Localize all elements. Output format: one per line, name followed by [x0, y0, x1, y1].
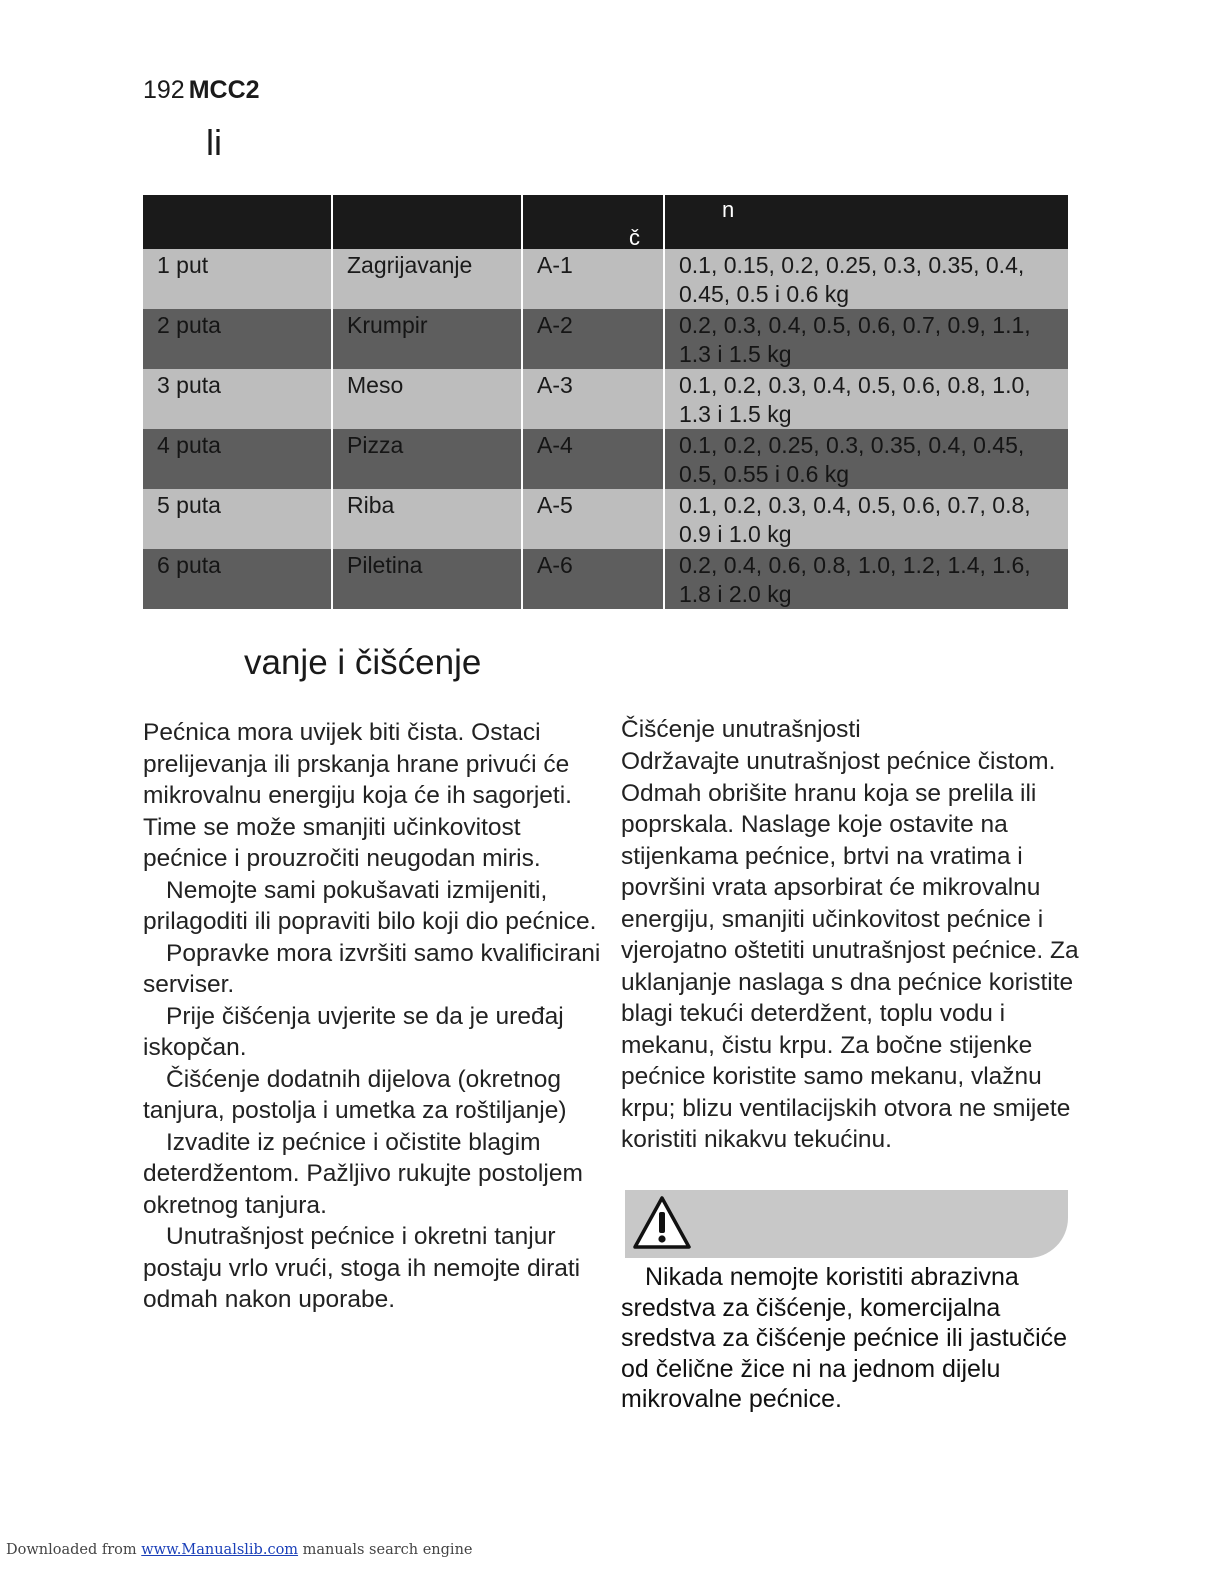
interior-cleaning-heading: Čišćenje unutrašnjosti	[621, 716, 861, 743]
header-fragment-c: č	[629, 225, 640, 250]
table-cell: 5 puta	[143, 489, 332, 549]
header-cell	[332, 195, 522, 249]
paragraph: Izvadite iz pećnice i očistite blagim deterdžentom. Pažljivo rukujte postoljem okretnog tanjura.	[143, 1128, 583, 1219]
section-title: li	[206, 122, 222, 163]
page-number: 192	[143, 76, 185, 104]
table-cell: A-6	[522, 549, 664, 609]
table-row	[143, 369, 1068, 429]
footer-prefix: Downloaded from	[6, 1542, 137, 1558]
table-row	[143, 549, 1068, 609]
table-row	[143, 489, 1068, 549]
table-cell: 6 puta	[143, 549, 332, 609]
table-cell: 0.1, 0.2, 0.3, 0.4, 0.5, 0.6, 0.8, 1.0, 1.3 i 1.5 kg	[664, 369, 1068, 429]
page-header	[143, 76, 260, 105]
paragraph: Prije čišćenja uvjerite se da je uređaj iskopčan.	[143, 1002, 564, 1061]
paragraph: Čišćenje dodatnih dijelova (okretnog tanjura, postolja i umetka za roštiljanje)	[143, 1065, 567, 1124]
manualslib-link[interactable]: www.Manualslib.com	[141, 1542, 299, 1558]
header-fragment-n: n	[722, 197, 735, 222]
table-row	[143, 249, 1068, 309]
table-cell: A-1	[522, 249, 664, 309]
left-column	[143, 717, 603, 1316]
header-cell	[522, 195, 664, 249]
subsection-title: vanje i čišćenje	[244, 643, 482, 682]
table-row	[143, 309, 1068, 369]
auto-program-table	[143, 195, 1068, 609]
table-cell: Pizza	[332, 429, 522, 489]
table-cell: Krumpir	[332, 309, 522, 369]
table-cell: Meso	[332, 369, 522, 429]
warning-banner	[625, 1190, 1068, 1258]
table-cell: 0.2, 0.4, 0.6, 0.8, 1.0, 1.2, 1.4, 1.6, 1.8 i 2.0 kg	[664, 549, 1068, 609]
table-cell: 0.2, 0.3, 0.4, 0.5, 0.6, 0.7, 0.9, 1.1, 1.3 i 1.5 kg	[664, 309, 1068, 369]
table-header-row	[143, 195, 1068, 249]
right-column	[621, 714, 1091, 1156]
table-cell: Zagrijavanje	[332, 249, 522, 309]
model-name: MCC2	[188, 76, 260, 104]
table-cell: Riba	[332, 489, 522, 549]
table-row	[143, 429, 1068, 489]
download-footer	[6, 1542, 473, 1558]
table-cell: 3 puta	[143, 369, 332, 429]
table-cell: 4 puta	[143, 429, 332, 489]
warning-triangle-icon	[631, 1194, 693, 1257]
paragraph: Popravke mora izvršiti samo kvalificirani serviser.	[143, 939, 601, 998]
table-cell: A-4	[522, 429, 664, 489]
paragraph: Pećnica mora uvijek biti čista. Ostaci prelijevanja ili prskanja hrane privući će mikrovalnu energiju koja će ih sagorjeti. Time se može smanjiti učinkovitost pećnice i prouzročiti neugodan miris.	[143, 719, 572, 872]
table-cell: A-5	[522, 489, 664, 549]
paragraph: Održavajte unutrašnjost pećnice čistom. Odmah obrišite hranu koja se prelila ili poprskala. Naslage koje ostavite na stijenkama pećnice, brtvi na vratima i površini vrata apsorbirat će mikrovalnu energiju, smanjiti učinkovitost pećnice i vjerojatno oštetiti unutrašnjost pećnice. Za uklanjanje naslaga s dna pećnice koristite blagi tekući deterdžent, toplu vodu i mekanu, čistu krpu. Za bočne stijenke pećnice koristite samo mekanu, vlažnu krpu; blizu ventilacijskih otvora ne smijete koristiti nikakvu tekućinu.	[621, 748, 1079, 1153]
table-cell: Piletina	[332, 549, 522, 609]
table-cell: 1 put	[143, 249, 332, 309]
paragraph: Unutrašnjost pećnice i okretni tanjur postaju vrlo vrući, stoga ih nemojte dirati odmah nakon uporabe.	[143, 1223, 581, 1313]
table-cell: A-3	[522, 369, 664, 429]
table-cell: A-2	[522, 309, 664, 369]
table-cell: 0.1, 0.2, 0.25, 0.3, 0.35, 0.4, 0.45, 0.5, 0.55 i 0.6 kg	[664, 429, 1068, 489]
table-cell: 0.1, 0.2, 0.3, 0.4, 0.5, 0.6, 0.7, 0.8, 0.9 i 1.0 kg	[664, 489, 1068, 549]
header-cell	[143, 195, 332, 249]
header-cell	[664, 195, 1068, 249]
paragraph: Nemojte sami pokušavati izmijeniti, prilagoditi ili popraviti bilo koji dio pećnice.	[143, 876, 597, 935]
table-cell: 2 puta	[143, 309, 332, 369]
footer-suffix: manuals search engine	[302, 1542, 473, 1558]
warning-text: Nikada nemojte koristiti abrazivna sredstva za čišćenje, komercijalna sredstva za čišćenje pećnice ili jastučiće od čelične žice ni na jednom dijelu mikrovalne pećnice.	[621, 1263, 1068, 1413]
table-cell: 0.1, 0.15, 0.2, 0.25, 0.3, 0.35, 0.4, 0.45, 0.5 i 0.6 kg	[664, 249, 1068, 309]
